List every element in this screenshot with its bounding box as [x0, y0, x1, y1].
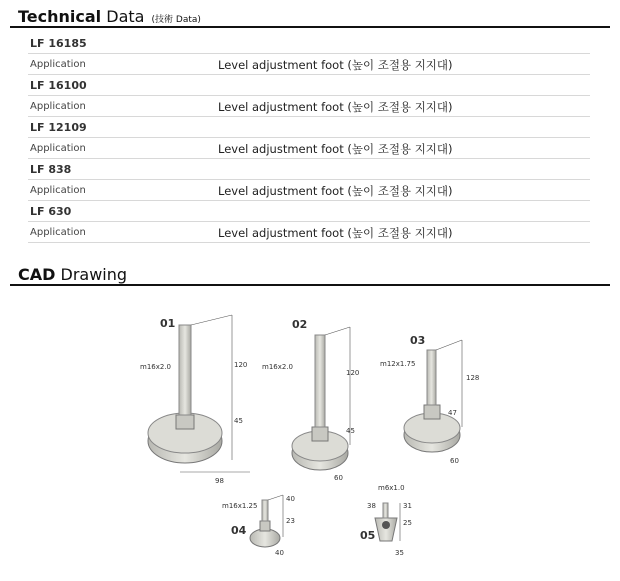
dim-label: 25: [403, 519, 412, 527]
dim-label: 128: [466, 374, 480, 382]
application-row: Application Level adjustment foot (높이 조절용 지지대): [28, 222, 590, 243]
model-row: LF 12109: [28, 117, 590, 138]
thread-label: m6x1.0: [378, 484, 405, 492]
dim-label: 40: [286, 495, 295, 503]
spec-table: [28, 33, 590, 243]
model-row: LF 16185: [28, 33, 590, 54]
dim-label: 40: [275, 549, 284, 557]
cad-drawing: [120, 305, 500, 570]
dim-label: 35: [395, 549, 404, 557]
dim-label: 23: [286, 517, 295, 525]
foot-02: [262, 318, 359, 482]
dim-label: 45: [346, 427, 355, 435]
cad-drawing-title: CAD Drawing: [18, 265, 128, 284]
application-row: Application Level adjustment foot (높이 조절용 지지대): [28, 180, 590, 201]
foot-03: [380, 334, 479, 465]
item-number: 05: [360, 529, 376, 542]
dim-label: 120: [234, 361, 248, 369]
model-row: LF 16100: [28, 75, 590, 96]
application-row: Application Level adjustment foot (높이 조절용 지지대): [28, 54, 590, 75]
foot-05: [360, 484, 412, 557]
dim-label: 47: [448, 409, 457, 417]
dim-label: 120: [346, 369, 360, 377]
item-number: 04: [231, 524, 247, 537]
item-number: 02: [292, 318, 308, 331]
thread-label: m16x2.0: [262, 363, 294, 371]
application-row: Application Level adjustment foot (높이 조절용 지지대): [28, 96, 590, 117]
thread-label: m12x1.75: [380, 360, 416, 368]
dim-label: 98: [215, 477, 224, 485]
thread-label: m16x1.25: [222, 502, 258, 510]
technical-data-title: Technical Data (技術 Data): [18, 7, 201, 26]
dim-label: 45: [234, 417, 243, 425]
item-number: 01: [160, 317, 176, 330]
foot-01: [140, 315, 250, 485]
dim-label: 60: [334, 474, 343, 482]
model-row: LF 838: [28, 159, 590, 180]
application-row: Application Level adjustment foot (높이 조절용 지지대): [28, 138, 590, 159]
dim-label: 60: [450, 457, 459, 465]
dim-label: 38: [367, 502, 376, 510]
dim-label: 31: [403, 502, 412, 510]
section-rule: [10, 284, 610, 286]
item-number: 03: [410, 334, 426, 347]
foot-04: [222, 495, 295, 557]
model-row: LF 630: [28, 201, 590, 222]
thread-label: m16x2.0: [140, 363, 172, 371]
section-rule: [10, 26, 610, 28]
